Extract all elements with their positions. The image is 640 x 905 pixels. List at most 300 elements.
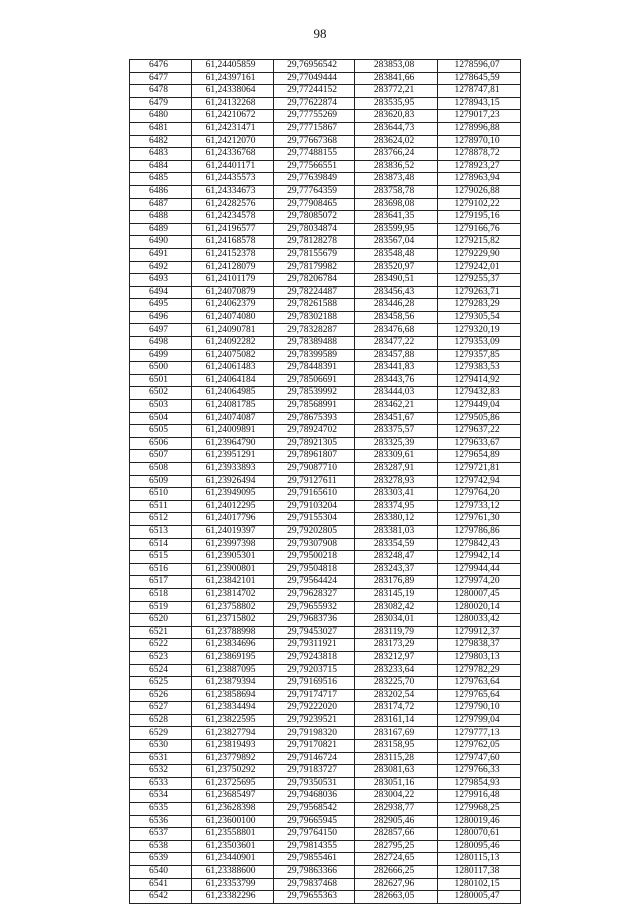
y-coordinate-cell: 1279637,22 <box>438 425 521 438</box>
point-number-cell: 6511 <box>130 500 192 513</box>
x-coordinate-cell: 283477,22 <box>355 337 438 350</box>
longitude-cell: 29,78034874 <box>274 223 355 236</box>
point-number-cell: 6527 <box>130 702 192 715</box>
table-row <box>130 374 521 387</box>
coordinates-table-body <box>130 60 521 904</box>
longitude-cell: 29,78924702 <box>274 425 355 438</box>
point-number-cell: 6488 <box>130 211 192 224</box>
point-number-cell: 6530 <box>130 740 192 753</box>
x-coordinate-cell: 282663,05 <box>355 891 438 904</box>
x-coordinate-cell: 283567,04 <box>355 236 438 249</box>
latitude-cell: 61,24168578 <box>192 236 274 249</box>
table-row <box>130 60 521 73</box>
table-row <box>130 576 521 589</box>
latitude-cell: 61,24012295 <box>192 500 274 513</box>
y-coordinate-cell: 1280102,15 <box>438 878 521 891</box>
page-number: 98 <box>313 26 327 41</box>
latitude-cell: 61,24282576 <box>192 198 274 211</box>
latitude-cell: 61,24090781 <box>192 324 274 337</box>
x-coordinate-cell: 282857,66 <box>355 828 438 841</box>
latitude-cell: 61,24152378 <box>192 248 274 261</box>
point-number-cell: 6516 <box>130 563 192 576</box>
point-number-cell: 6539 <box>130 853 192 866</box>
table-row <box>130 500 521 513</box>
y-coordinate-cell: 1279942,14 <box>438 551 521 564</box>
x-coordinate-cell: 283051,16 <box>355 777 438 790</box>
longitude-cell: 29,79103204 <box>274 500 355 513</box>
table-row <box>130 551 521 564</box>
point-number-cell: 6501 <box>130 374 192 387</box>
x-coordinate-cell: 283599,95 <box>355 223 438 236</box>
table-row <box>130 437 521 450</box>
table-row <box>130 588 521 601</box>
table-row <box>130 626 521 639</box>
table-row <box>130 714 521 727</box>
y-coordinate-cell: 1279166,76 <box>438 223 521 236</box>
longitude-cell: 29,79307908 <box>274 538 355 551</box>
latitude-cell: 61,24338064 <box>192 85 274 98</box>
x-coordinate-cell: 282795,25 <box>355 840 438 853</box>
table-row <box>130 815 521 828</box>
point-number-cell: 6542 <box>130 891 192 904</box>
x-coordinate-cell: 283158,95 <box>355 740 438 753</box>
latitude-cell: 61,23750292 <box>192 765 274 778</box>
point-number-cell: 6540 <box>130 866 192 879</box>
y-coordinate-cell: 1279320,19 <box>438 324 521 337</box>
point-number-cell: 6533 <box>130 777 192 790</box>
longitude-cell: 29,79165610 <box>274 488 355 501</box>
longitude-cell: 29,77244152 <box>274 85 355 98</box>
y-coordinate-cell: 1279283,29 <box>438 299 521 312</box>
latitude-cell: 61,23997398 <box>192 538 274 551</box>
latitude-cell: 61,23440901 <box>192 853 274 866</box>
x-coordinate-cell: 283233,64 <box>355 664 438 677</box>
latitude-cell: 61,23842101 <box>192 576 274 589</box>
table-row <box>130 664 521 677</box>
longitude-cell: 29,78389488 <box>274 337 355 350</box>
x-coordinate-cell: 283374,95 <box>355 500 438 513</box>
longitude-cell: 29,79837468 <box>274 878 355 891</box>
point-number-cell: 6479 <box>130 97 192 110</box>
table-row <box>130 173 521 186</box>
latitude-cell: 61,24336768 <box>192 148 274 161</box>
latitude-cell: 61,23834494 <box>192 702 274 715</box>
longitude-cell: 29,78399589 <box>274 349 355 362</box>
latitude-cell: 61,23951291 <box>192 450 274 463</box>
latitude-cell: 61,24062379 <box>192 299 274 312</box>
longitude-cell: 29,78261588 <box>274 299 355 312</box>
longitude-cell: 29,78448391 <box>274 362 355 375</box>
longitude-cell: 29,79564424 <box>274 576 355 589</box>
latitude-cell: 61,23600100 <box>192 815 274 828</box>
y-coordinate-cell: 1279195,16 <box>438 211 521 224</box>
longitude-cell: 29,79504818 <box>274 563 355 576</box>
table-row <box>130 97 521 110</box>
y-coordinate-cell: 1280033,42 <box>438 614 521 627</box>
x-coordinate-cell: 283446,28 <box>355 299 438 312</box>
point-number-cell: 6538 <box>130 840 192 853</box>
y-coordinate-cell: 1279968,25 <box>438 803 521 816</box>
x-coordinate-cell: 283841,66 <box>355 72 438 85</box>
longitude-cell: 29,79814355 <box>274 840 355 853</box>
latitude-cell: 61,23827794 <box>192 727 274 740</box>
y-coordinate-cell: 1279414,92 <box>438 374 521 387</box>
table-row <box>130 563 521 576</box>
longitude-cell: 29,79655932 <box>274 601 355 614</box>
point-number-cell: 6535 <box>130 803 192 816</box>
latitude-cell: 61,23900801 <box>192 563 274 576</box>
y-coordinate-cell: 1279777,13 <box>438 727 521 740</box>
y-coordinate-cell: 1278878,72 <box>438 148 521 161</box>
table-row <box>130 412 521 425</box>
latitude-cell: 61,24196577 <box>192 223 274 236</box>
y-coordinate-cell: 1278645,59 <box>438 72 521 85</box>
x-coordinate-cell: 283161,14 <box>355 714 438 727</box>
point-number-cell: 6528 <box>130 714 192 727</box>
latitude-cell: 61,24064184 <box>192 374 274 387</box>
latitude-cell: 61,24070879 <box>192 286 274 299</box>
table-row <box>130 702 521 715</box>
x-coordinate-cell: 283451,67 <box>355 412 438 425</box>
longitude-cell: 29,79202805 <box>274 525 355 538</box>
table-row <box>130 274 521 287</box>
y-coordinate-cell: 1279916,48 <box>438 790 521 803</box>
y-coordinate-cell: 1279763,64 <box>438 677 521 690</box>
latitude-cell: 61,23869195 <box>192 651 274 664</box>
latitude-cell: 61,23964790 <box>192 437 274 450</box>
point-number-cell: 6500 <box>130 362 192 375</box>
x-coordinate-cell: 282627,96 <box>355 878 438 891</box>
point-number-cell: 6519 <box>130 601 192 614</box>
point-number-cell: 6496 <box>130 311 192 324</box>
point-number-cell: 6505 <box>130 425 192 438</box>
point-number-cell: 6523 <box>130 651 192 664</box>
table-row <box>130 651 521 664</box>
latitude-cell: 61,24128079 <box>192 261 274 274</box>
latitude-cell: 61,23788998 <box>192 626 274 639</box>
point-number-cell: 6487 <box>130 198 192 211</box>
x-coordinate-cell: 283202,54 <box>355 689 438 702</box>
point-number-cell: 6532 <box>130 765 192 778</box>
point-number-cell: 6503 <box>130 400 192 413</box>
table-row <box>130 727 521 740</box>
latitude-cell: 61,24092282 <box>192 337 274 350</box>
table-row <box>130 223 521 236</box>
x-coordinate-cell: 283490,51 <box>355 274 438 287</box>
point-number-cell: 6484 <box>130 160 192 173</box>
latitude-cell: 61,23725695 <box>192 777 274 790</box>
table-row <box>130 752 521 765</box>
y-coordinate-cell: 1279215,82 <box>438 236 521 249</box>
table-row <box>130 72 521 85</box>
x-coordinate-cell: 283082,42 <box>355 601 438 614</box>
table-row <box>130 677 521 690</box>
table-row <box>130 349 521 362</box>
y-coordinate-cell: 1279229,90 <box>438 248 521 261</box>
x-coordinate-cell: 283641,35 <box>355 211 438 224</box>
latitude-cell: 61,24231471 <box>192 122 274 135</box>
point-number-cell: 6478 <box>130 85 192 98</box>
point-number-cell: 6522 <box>130 639 192 652</box>
table-row <box>130 236 521 249</box>
longitude-cell: 29,79183727 <box>274 765 355 778</box>
y-coordinate-cell: 1279842,43 <box>438 538 521 551</box>
point-number-cell: 6531 <box>130 752 192 765</box>
longitude-cell: 29,79568542 <box>274 803 355 816</box>
longitude-cell: 29,78506691 <box>274 374 355 387</box>
latitude-cell: 61,23933893 <box>192 463 274 476</box>
y-coordinate-cell: 1279765,64 <box>438 689 521 702</box>
x-coordinate-cell: 283145,19 <box>355 588 438 601</box>
point-number-cell: 6491 <box>130 248 192 261</box>
x-coordinate-cell: 283167,69 <box>355 727 438 740</box>
x-coordinate-cell: 283462,21 <box>355 400 438 413</box>
latitude-cell: 61,24061483 <box>192 362 274 375</box>
longitude-cell: 29,78675393 <box>274 412 355 425</box>
latitude-cell: 61,23905301 <box>192 551 274 564</box>
latitude-cell: 61,23819493 <box>192 740 274 753</box>
y-coordinate-cell: 1279761,30 <box>438 513 521 526</box>
longitude-cell: 29,79203715 <box>274 664 355 677</box>
table-row <box>130 425 521 438</box>
latitude-cell: 61,24132268 <box>192 97 274 110</box>
point-number-cell: 6498 <box>130 337 192 350</box>
x-coordinate-cell: 283644,73 <box>355 122 438 135</box>
y-coordinate-cell: 1279790,10 <box>438 702 521 715</box>
latitude-cell: 61,23834696 <box>192 639 274 652</box>
y-coordinate-cell: 1280070,61 <box>438 828 521 841</box>
point-number-cell: 6502 <box>130 387 192 400</box>
point-number-cell: 6541 <box>130 878 192 891</box>
latitude-cell: 61,24405859 <box>192 60 274 73</box>
y-coordinate-cell: 1279305,54 <box>438 311 521 324</box>
point-number-cell: 6526 <box>130 689 192 702</box>
latitude-cell: 61,24019397 <box>192 525 274 538</box>
longitude-cell: 29,79127611 <box>274 475 355 488</box>
table-row <box>130 324 521 337</box>
point-number-cell: 6507 <box>130 450 192 463</box>
longitude-cell: 29,78328287 <box>274 324 355 337</box>
longitude-cell: 29,78961807 <box>274 450 355 463</box>
table-row <box>130 362 521 375</box>
y-coordinate-cell: 1279766,33 <box>438 765 521 778</box>
latitude-cell: 61,23503601 <box>192 840 274 853</box>
y-coordinate-cell: 1280005,47 <box>438 891 521 904</box>
latitude-cell: 61,24210672 <box>192 110 274 123</box>
y-coordinate-cell: 1278996,88 <box>438 122 521 135</box>
y-coordinate-cell: 1279782,29 <box>438 664 521 677</box>
longitude-cell: 29,78568991 <box>274 400 355 413</box>
longitude-cell: 29,77715867 <box>274 122 355 135</box>
y-coordinate-cell: 1279803,13 <box>438 651 521 664</box>
y-coordinate-cell: 1279799,04 <box>438 714 521 727</box>
table-row <box>130 299 521 312</box>
longitude-cell: 29,78128278 <box>274 236 355 249</box>
latitude-cell: 61,23779892 <box>192 752 274 765</box>
longitude-cell: 29,78085072 <box>274 211 355 224</box>
longitude-cell: 29,77566551 <box>274 160 355 173</box>
longitude-cell: 29,78224487 <box>274 286 355 299</box>
y-coordinate-cell: 1280007,45 <box>438 588 521 601</box>
latitude-cell: 61,24064985 <box>192 387 274 400</box>
latitude-cell: 61,24334673 <box>192 185 274 198</box>
latitude-cell: 61,24101179 <box>192 274 274 287</box>
y-coordinate-cell: 1279762,05 <box>438 740 521 753</box>
y-coordinate-cell: 1279449,04 <box>438 400 521 413</box>
point-number-cell: 6524 <box>130 664 192 677</box>
latitude-cell: 61,23628398 <box>192 803 274 816</box>
latitude-cell: 61,23382296 <box>192 891 274 904</box>
table-row <box>130 475 521 488</box>
x-coordinate-cell: 283173,29 <box>355 639 438 652</box>
latitude-cell: 61,23814702 <box>192 588 274 601</box>
point-number-cell: 6509 <box>130 475 192 488</box>
point-number-cell: 6512 <box>130 513 192 526</box>
latitude-cell: 61,24234578 <box>192 211 274 224</box>
table-row <box>130 400 521 413</box>
y-coordinate-cell: 1279017,23 <box>438 110 521 123</box>
table-row <box>130 110 521 123</box>
longitude-cell: 29,78155679 <box>274 248 355 261</box>
longitude-cell: 29,79239521 <box>274 714 355 727</box>
table-row <box>130 160 521 173</box>
x-coordinate-cell: 283535,95 <box>355 97 438 110</box>
x-coordinate-cell: 282666,25 <box>355 866 438 879</box>
table-row <box>130 463 521 476</box>
longitude-cell: 29,79764150 <box>274 828 355 841</box>
latitude-cell: 61,23685497 <box>192 790 274 803</box>
x-coordinate-cell: 283212,97 <box>355 651 438 664</box>
point-number-cell: 6486 <box>130 185 192 198</box>
point-number-cell: 6506 <box>130 437 192 450</box>
longitude-cell: 29,79169516 <box>274 677 355 690</box>
y-coordinate-cell: 1280019,46 <box>438 815 521 828</box>
latitude-cell: 61,23822595 <box>192 714 274 727</box>
table-row <box>130 538 521 551</box>
latitude-cell: 61,23926494 <box>192 475 274 488</box>
point-number-cell: 6492 <box>130 261 192 274</box>
x-coordinate-cell: 283380,12 <box>355 513 438 526</box>
y-coordinate-cell: 1278943,15 <box>438 97 521 110</box>
table-row <box>130 891 521 904</box>
table-row <box>130 840 521 853</box>
y-coordinate-cell: 1279654,89 <box>438 450 521 463</box>
table-row <box>130 387 521 400</box>
y-coordinate-cell: 1279255,37 <box>438 274 521 287</box>
y-coordinate-cell: 1280117,38 <box>438 866 521 879</box>
longitude-cell: 29,77764359 <box>274 185 355 198</box>
table-row <box>130 689 521 702</box>
latitude-cell: 61,24017796 <box>192 513 274 526</box>
longitude-cell: 29,79222020 <box>274 702 355 715</box>
point-number-cell: 6514 <box>130 538 192 551</box>
x-coordinate-cell: 283620,83 <box>355 110 438 123</box>
point-number-cell: 6497 <box>130 324 192 337</box>
point-number-cell: 6517 <box>130 576 192 589</box>
table-row <box>130 866 521 879</box>
point-number-cell: 6510 <box>130 488 192 501</box>
y-coordinate-cell: 1279786,86 <box>438 525 521 538</box>
y-coordinate-cell: 1279944,44 <box>438 563 521 576</box>
point-number-cell: 6482 <box>130 135 192 148</box>
longitude-cell: 29,77049444 <box>274 72 355 85</box>
longitude-cell: 29,79863366 <box>274 866 355 879</box>
point-number-cell: 6537 <box>130 828 192 841</box>
table-row <box>130 740 521 753</box>
table-row <box>130 790 521 803</box>
longitude-cell: 29,79500218 <box>274 551 355 564</box>
x-coordinate-cell: 283441,83 <box>355 362 438 375</box>
y-coordinate-cell: 1278970,10 <box>438 135 521 148</box>
latitude-cell: 61,23858694 <box>192 689 274 702</box>
point-number-cell: 6520 <box>130 614 192 627</box>
x-coordinate-cell: 283174,72 <box>355 702 438 715</box>
y-coordinate-cell: 1279742,94 <box>438 475 521 488</box>
longitude-cell: 29,77639849 <box>274 173 355 186</box>
longitude-cell: 29,78539992 <box>274 387 355 400</box>
y-coordinate-cell: 1279764,20 <box>438 488 521 501</box>
longitude-cell: 29,79243818 <box>274 651 355 664</box>
longitude-cell: 29,79311921 <box>274 639 355 652</box>
x-coordinate-cell: 283309,61 <box>355 450 438 463</box>
latitude-cell: 61,24212070 <box>192 135 274 148</box>
latitude-cell: 61,24075082 <box>192 349 274 362</box>
y-coordinate-cell: 1279242,01 <box>438 261 521 274</box>
x-coordinate-cell: 283115,28 <box>355 752 438 765</box>
x-coordinate-cell: 283836,52 <box>355 160 438 173</box>
latitude-cell: 61,23558801 <box>192 828 274 841</box>
longitude-cell: 29,79628327 <box>274 588 355 601</box>
y-coordinate-cell: 1279353,09 <box>438 337 521 350</box>
longitude-cell: 29,79174717 <box>274 689 355 702</box>
y-coordinate-cell: 1278963,94 <box>438 173 521 186</box>
table-row <box>130 878 521 891</box>
table-row <box>130 488 521 501</box>
y-coordinate-cell: 1279633,67 <box>438 437 521 450</box>
point-number-cell: 6483 <box>130 148 192 161</box>
point-number-cell: 6485 <box>130 173 192 186</box>
table-row <box>130 185 521 198</box>
longitude-cell: 29,79855461 <box>274 853 355 866</box>
y-coordinate-cell: 1278596,07 <box>438 60 521 73</box>
longitude-cell: 29,79655363 <box>274 891 355 904</box>
latitude-cell: 61,24401171 <box>192 160 274 173</box>
y-coordinate-cell: 1279263,71 <box>438 286 521 299</box>
latitude-cell: 61,24397161 <box>192 72 274 85</box>
point-number-cell: 6489 <box>130 223 192 236</box>
point-number-cell: 6518 <box>130 588 192 601</box>
x-coordinate-cell: 283004,22 <box>355 790 438 803</box>
table-row <box>130 777 521 790</box>
table-row <box>130 803 521 816</box>
latitude-cell: 61,23353799 <box>192 878 274 891</box>
longitude-cell: 29,78206784 <box>274 274 355 287</box>
longitude-cell: 29,79146724 <box>274 752 355 765</box>
table-row <box>130 248 521 261</box>
point-number-cell: 6476 <box>130 60 192 73</box>
longitude-cell: 29,78302188 <box>274 311 355 324</box>
y-coordinate-cell: 1279721,81 <box>438 463 521 476</box>
x-coordinate-cell: 283325,39 <box>355 437 438 450</box>
latitude-cell: 61,23887095 <box>192 664 274 677</box>
x-coordinate-cell: 283457,88 <box>355 349 438 362</box>
point-number-cell: 6494 <box>130 286 192 299</box>
table-row <box>130 311 521 324</box>
table-row <box>130 286 521 299</box>
point-number-cell: 6495 <box>130 299 192 312</box>
x-coordinate-cell: 283698,08 <box>355 198 438 211</box>
point-number-cell: 6493 <box>130 274 192 287</box>
